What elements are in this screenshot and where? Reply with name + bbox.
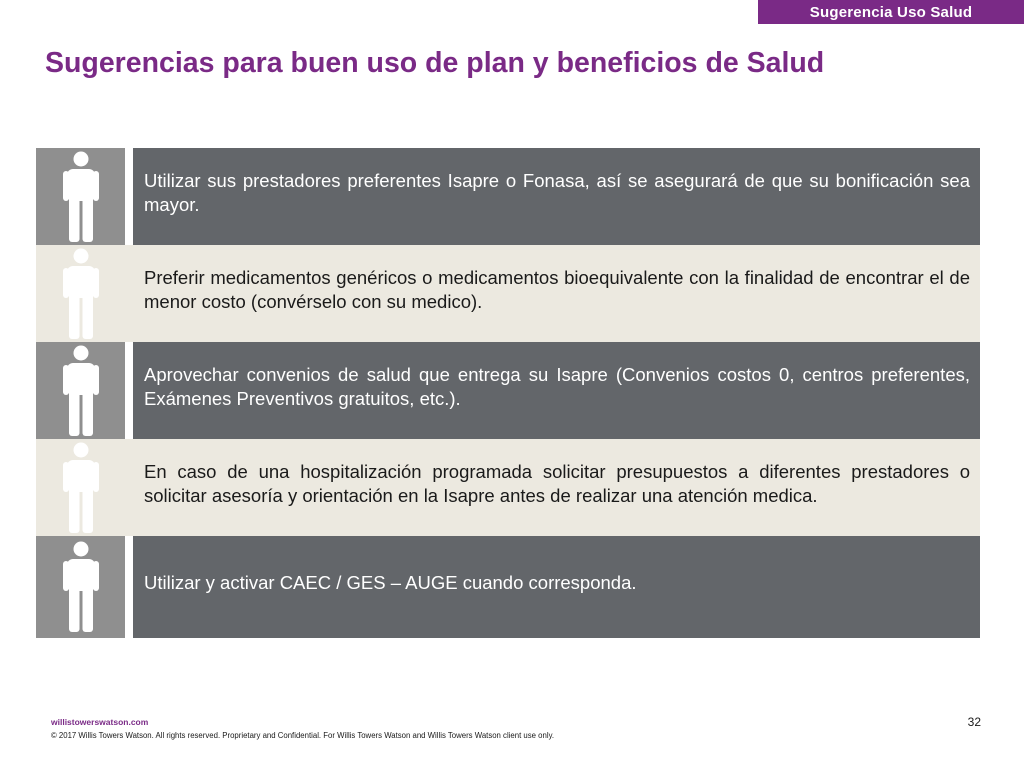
page-number: 32 — [967, 715, 981, 729]
tip-icon-cell — [36, 148, 125, 245]
tip-icon-cell — [36, 245, 125, 342]
tip-text: Aprovechar convenios de salud que entrega su Isapre (Convenios costos 0, centros preferentes, Exámenes Preventivos gratuitos, etc.). — [144, 363, 970, 409]
person-icon — [63, 345, 99, 437]
person-icon — [63, 442, 99, 534]
tip-divider — [125, 439, 133, 536]
page-title: Sugerencias para buen uso de plan y beneficios de Salud — [45, 47, 825, 79]
tip-row — [36, 342, 980, 439]
footer-website-link[interactable]: willistowerswatson.com — [51, 717, 149, 727]
tip-row — [36, 536, 980, 638]
tip-divider — [125, 536, 133, 638]
tips-list — [36, 148, 980, 638]
tip-text: Utilizar y activar CAEC / GES – AUGE cuando corresponda. — [144, 572, 637, 593]
person-icon — [63, 151, 99, 243]
tip-icon-cell — [36, 342, 125, 439]
tip-icon-cell — [36, 536, 125, 638]
tip-text: En caso de una hospitalización programada solicitar presupuestos a diferentes prestadores o solicitar asesoría y orientación en la Isapre antes de realizar una atención medica. — [144, 460, 970, 506]
person-icon — [63, 248, 99, 340]
tip-row — [36, 439, 980, 536]
tip-divider — [125, 148, 133, 245]
tip-row — [36, 148, 980, 245]
tip-text-cell — [133, 148, 980, 245]
tip-text-cell — [133, 536, 980, 638]
tip-text-cell — [133, 342, 980, 439]
tip-text-cell — [133, 245, 980, 342]
section-tag: Sugerencia Uso Salud — [758, 0, 1024, 24]
person-icon — [63, 541, 99, 633]
tip-text-cell — [133, 439, 980, 536]
tip-row — [36, 245, 980, 342]
copyright-notice: © 2017 Willis Towers Watson. All rights reserved. Proprietary and Confidential. For Willis Towers Watson and Willis Towers Watson client use only. — [51, 731, 555, 740]
tip-text: Utilizar sus prestadores preferentes Isapre o Fonasa, así se asegurará de que su bonificación sea mayor. — [144, 169, 970, 215]
tip-icon-cell — [36, 439, 125, 536]
tip-divider — [125, 245, 133, 342]
tip-text: Preferir medicamentos genéricos o medicamentos bioequivalente con la finalidad de encontrar el de menor costo (convérselo con su medico). — [144, 266, 970, 312]
tip-divider — [125, 342, 133, 439]
